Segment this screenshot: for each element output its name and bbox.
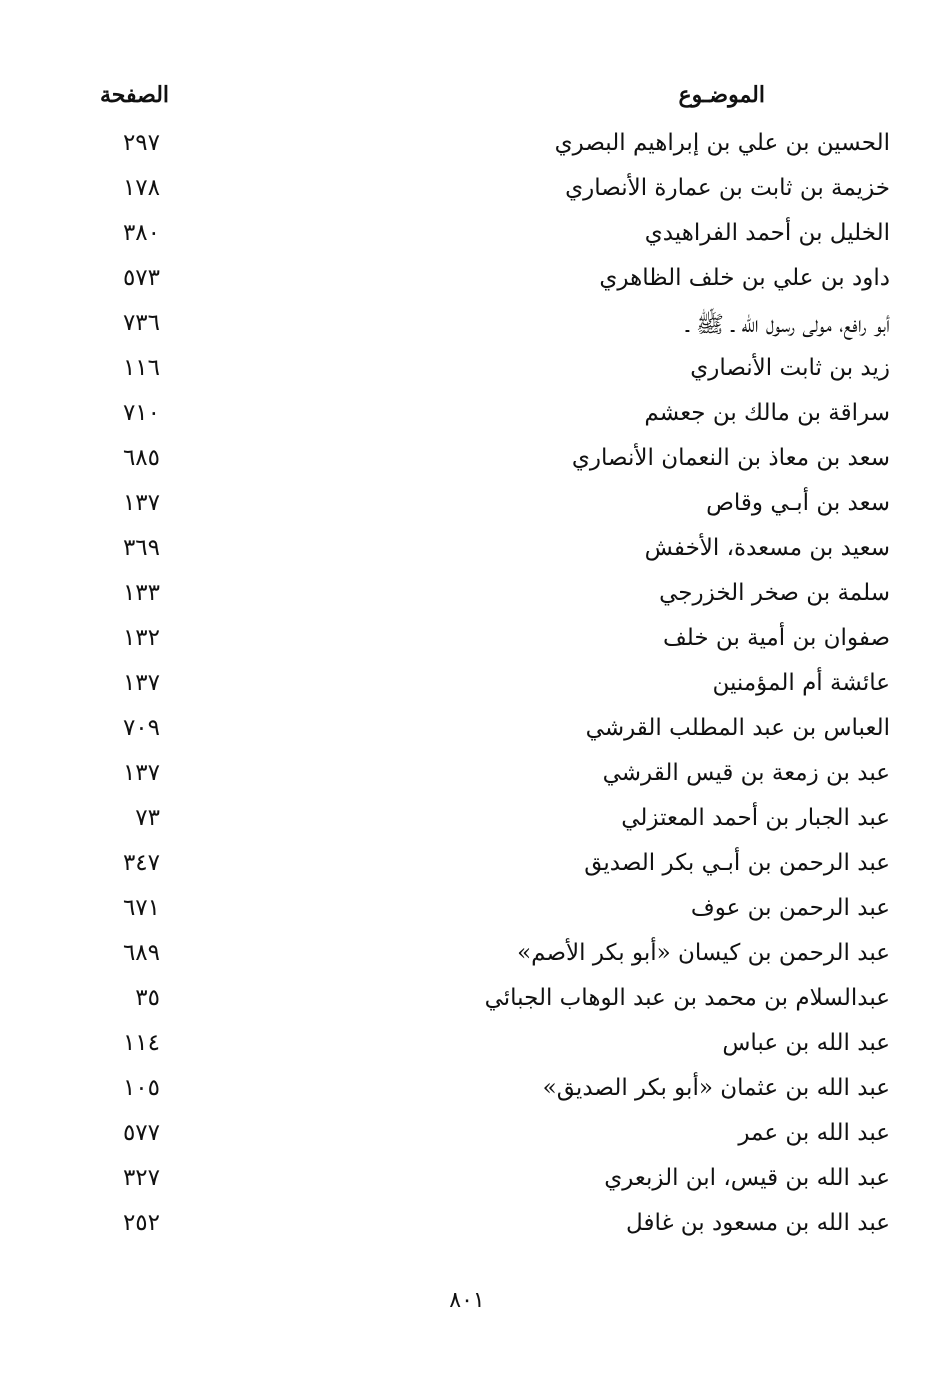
entry-name: عبد الله بن قيس، ابن الزبعري	[604, 1165, 890, 1191]
entry-page-number: ٣٥	[135, 985, 160, 1011]
entry-name: سلمة بن صخر الخزرجي	[659, 580, 890, 606]
topic-column-heading: الموضـوع	[678, 82, 765, 108]
index-row	[100, 171, 890, 216]
entry-page-number: ١١٤	[122, 1030, 160, 1056]
entry-page-number: ١٣٧	[122, 490, 160, 516]
index-row	[100, 936, 890, 981]
index-row	[100, 711, 890, 756]
index-row	[100, 126, 890, 171]
entry-page-number: ٦٧١	[122, 895, 160, 921]
entry-name: عبد بن زمعة بن قيس القرشي	[602, 760, 890, 786]
entry-name: داود بن علي بن خلف الظاهري	[599, 265, 890, 291]
entry-page-number: ٣٦٩	[122, 535, 160, 561]
page-number: ٨٠١	[449, 1288, 485, 1313]
entry-name: عبد الله بن عباس	[722, 1030, 890, 1056]
index-row	[100, 801, 890, 846]
index-header	[100, 82, 890, 122]
index-row	[100, 1116, 890, 1161]
entry-page-number: ٧١٠	[122, 400, 160, 426]
entry-name: عبد الرحمن بن أبـي بكر الصديق	[584, 850, 890, 876]
entry-name: سراقة بن مالك بن جعشم	[644, 400, 890, 426]
entry-page-number: ٥٧٧	[122, 1120, 160, 1146]
entry-name: الحسين بن علي بن إبراهيم البصري	[554, 130, 890, 156]
index-row	[100, 981, 890, 1026]
index-row	[100, 1026, 890, 1071]
entry-page-number: ٣٤٧	[122, 850, 160, 876]
entry-page-number: ١٣٣	[122, 580, 160, 606]
entry-name: خزيمة بن ثابت بن عمارة الأنصاري	[565, 175, 890, 201]
entry-name: عبدالسلام بن محمد بن عبد الوهاب الجبائي	[484, 985, 890, 1011]
index-row	[100, 576, 890, 621]
entry-name: صفوان بن أمية بن خلف	[662, 625, 890, 651]
index-row	[100, 351, 890, 396]
index-row	[100, 1071, 890, 1116]
entry-page-number: ١٣٧	[122, 760, 160, 786]
entry-page-number: ١٣٢	[122, 625, 160, 651]
entry-name: الخليل بن أحمد الفراهيدي	[644, 220, 890, 246]
entry-page-number: ٣٢٧	[122, 1165, 160, 1191]
index-row	[100, 891, 890, 936]
entry-name: سعد بن معاذ بن النعمان الأنصاري	[571, 445, 890, 471]
entry-page-number: ١٠٥	[122, 1075, 160, 1101]
index-row	[100, 1161, 890, 1206]
entry-page-number: ٦٨٩	[122, 940, 160, 966]
page-column-heading: الصفحة	[100, 82, 170, 108]
entry-name: سعيد بن مسعدة، الأخفش	[644, 535, 890, 561]
entry-name: سعد بن أبـي وقاص	[706, 490, 890, 516]
index-row	[100, 666, 890, 711]
entry-name: العباس بن عبد المطلب القرشي	[585, 715, 890, 741]
entry-name: عبد الله بن عمر	[738, 1120, 890, 1146]
entry-name: عبد الرحمن بن كيسان «أبو بكر الأصم»	[517, 940, 890, 966]
entry-page-number: ٧٠٩	[122, 715, 160, 741]
entry-page-number: ٧٣	[135, 805, 160, 831]
entry-name: عبد الرحمن بن عوف	[690, 895, 890, 921]
index-row	[100, 531, 890, 576]
index-row	[100, 1206, 890, 1251]
entry-page-number: ٢٥٢	[122, 1210, 160, 1236]
entry-page-number: ٢٩٧	[122, 130, 160, 156]
index-list	[100, 126, 890, 1251]
entry-page-number: ١٣٧	[122, 670, 160, 696]
index-row	[100, 441, 890, 486]
index-row	[100, 216, 890, 261]
entry-page-number: ١٧٨	[122, 175, 160, 201]
index-row	[100, 396, 890, 441]
entry-name: عائشة أم المؤمنين	[712, 670, 890, 696]
entry-page-number: ٣٨٠	[122, 220, 160, 246]
entry-name: عبد الله بن مسعود بن غافل	[626, 1210, 890, 1236]
entry-page-number: ٥٧٣	[122, 265, 160, 291]
entry-page-number: ٦٨٥	[122, 445, 160, 471]
entry-name: زيد بن ثابت الأنصاري	[690, 355, 890, 381]
index-row	[100, 261, 890, 306]
entry-name: عبد الجبار بن أحمد المعتزلي	[621, 805, 890, 831]
entry-page-number: ٧٣٦	[122, 310, 160, 336]
entry-name: عبد الله بن عثمان «أبو بكر الصديق»	[542, 1075, 890, 1101]
index-row	[100, 621, 890, 666]
entry-page-number: ١١٦	[122, 355, 160, 381]
index-row	[100, 306, 890, 351]
index-row	[100, 756, 890, 801]
index-row	[100, 846, 890, 891]
entry-name: أبو رافع، مولى رسول الله ـ ﷺ ـ	[685, 312, 890, 338]
index-row	[100, 486, 890, 531]
